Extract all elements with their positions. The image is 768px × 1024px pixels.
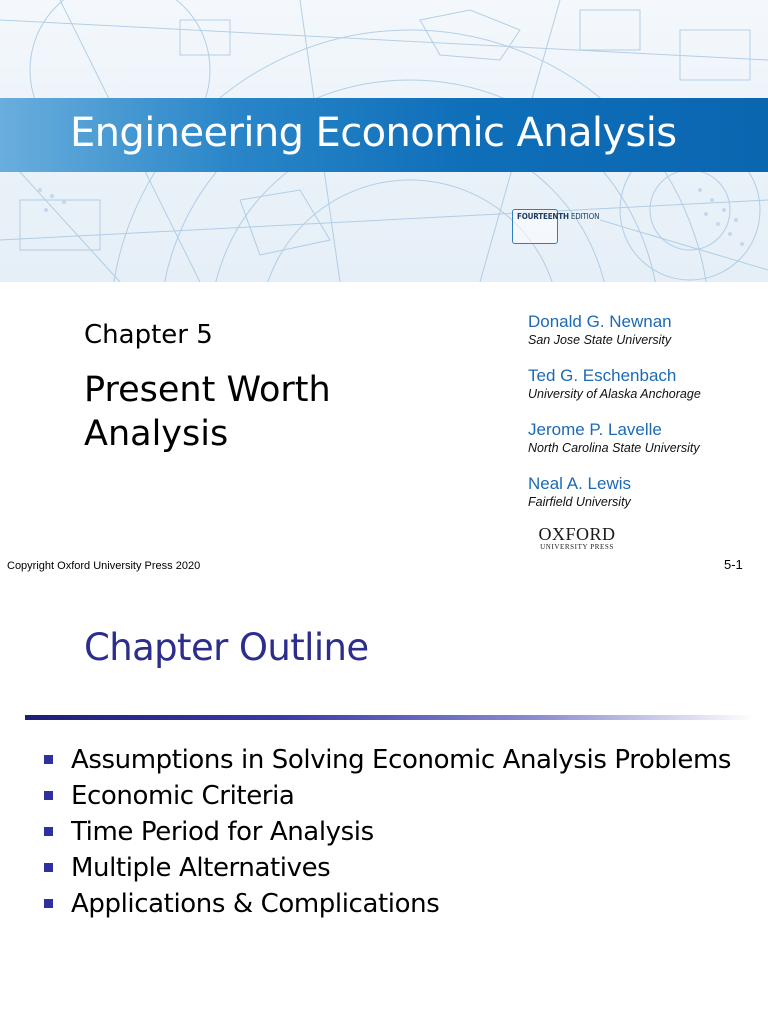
edition-word: EDITION bbox=[570, 212, 600, 221]
page-number: 5-1 bbox=[724, 557, 743, 572]
list-item-text: Assumptions in Solving Economic Analysis Problems bbox=[71, 745, 732, 775]
oxford-logo bbox=[530, 525, 624, 552]
list-item-text: Economic Criteria bbox=[71, 781, 295, 811]
list-item bbox=[44, 886, 744, 922]
author-name: Donald G. Newnan bbox=[528, 312, 672, 331]
bullet-square-icon bbox=[44, 791, 53, 800]
author-affiliation: University of Alaska Anchorage bbox=[528, 387, 701, 401]
list-item-text: Applications & Complications bbox=[71, 889, 440, 919]
chapter-label: Chapter 5 bbox=[84, 320, 213, 350]
edition-number: FOURTEENTH bbox=[517, 212, 569, 221]
title-band bbox=[0, 98, 768, 172]
list-item bbox=[44, 742, 744, 778]
chapter-title: Present Worth Analysis bbox=[84, 370, 331, 454]
author-name: Ted G. Eschenbach bbox=[528, 366, 677, 385]
author-affiliation: Fairfield University bbox=[528, 495, 631, 509]
title-divider bbox=[25, 715, 755, 720]
list-item bbox=[44, 814, 744, 850]
list-item-text: Multiple Alternatives bbox=[71, 853, 331, 883]
outline-title: Chapter Outline bbox=[84, 626, 369, 669]
publisher-subtitle: UNIVERSITY PRESS bbox=[540, 543, 614, 551]
publisher-name: OXFORD bbox=[538, 524, 616, 544]
list-item-text: Time Period for Analysis bbox=[71, 817, 374, 847]
book-title: Engineering Economic Analysis bbox=[70, 110, 677, 156]
author-entry bbox=[528, 366, 764, 420]
author-name: Jerome P. Lavelle bbox=[528, 420, 662, 439]
outline-slide bbox=[0, 582, 768, 1024]
author-affiliation: San Jose State University bbox=[528, 333, 672, 347]
author-entry bbox=[528, 420, 764, 474]
list-item bbox=[44, 850, 744, 886]
bullet-square-icon bbox=[44, 755, 53, 764]
author-affiliation: North Carolina State University bbox=[528, 441, 700, 455]
author-list bbox=[528, 312, 764, 528]
author-entry bbox=[528, 312, 764, 366]
edition-label bbox=[517, 212, 599, 221]
author-entry bbox=[528, 474, 764, 528]
bullet-square-icon bbox=[44, 827, 53, 836]
copyright-notice: Copyright Oxford University Press 2020 bbox=[7, 560, 201, 572]
outline-list bbox=[44, 742, 744, 922]
bullet-square-icon bbox=[44, 863, 53, 872]
list-item bbox=[44, 778, 744, 814]
bullet-square-icon bbox=[44, 899, 53, 908]
author-name: Neal A. Lewis bbox=[528, 474, 631, 493]
